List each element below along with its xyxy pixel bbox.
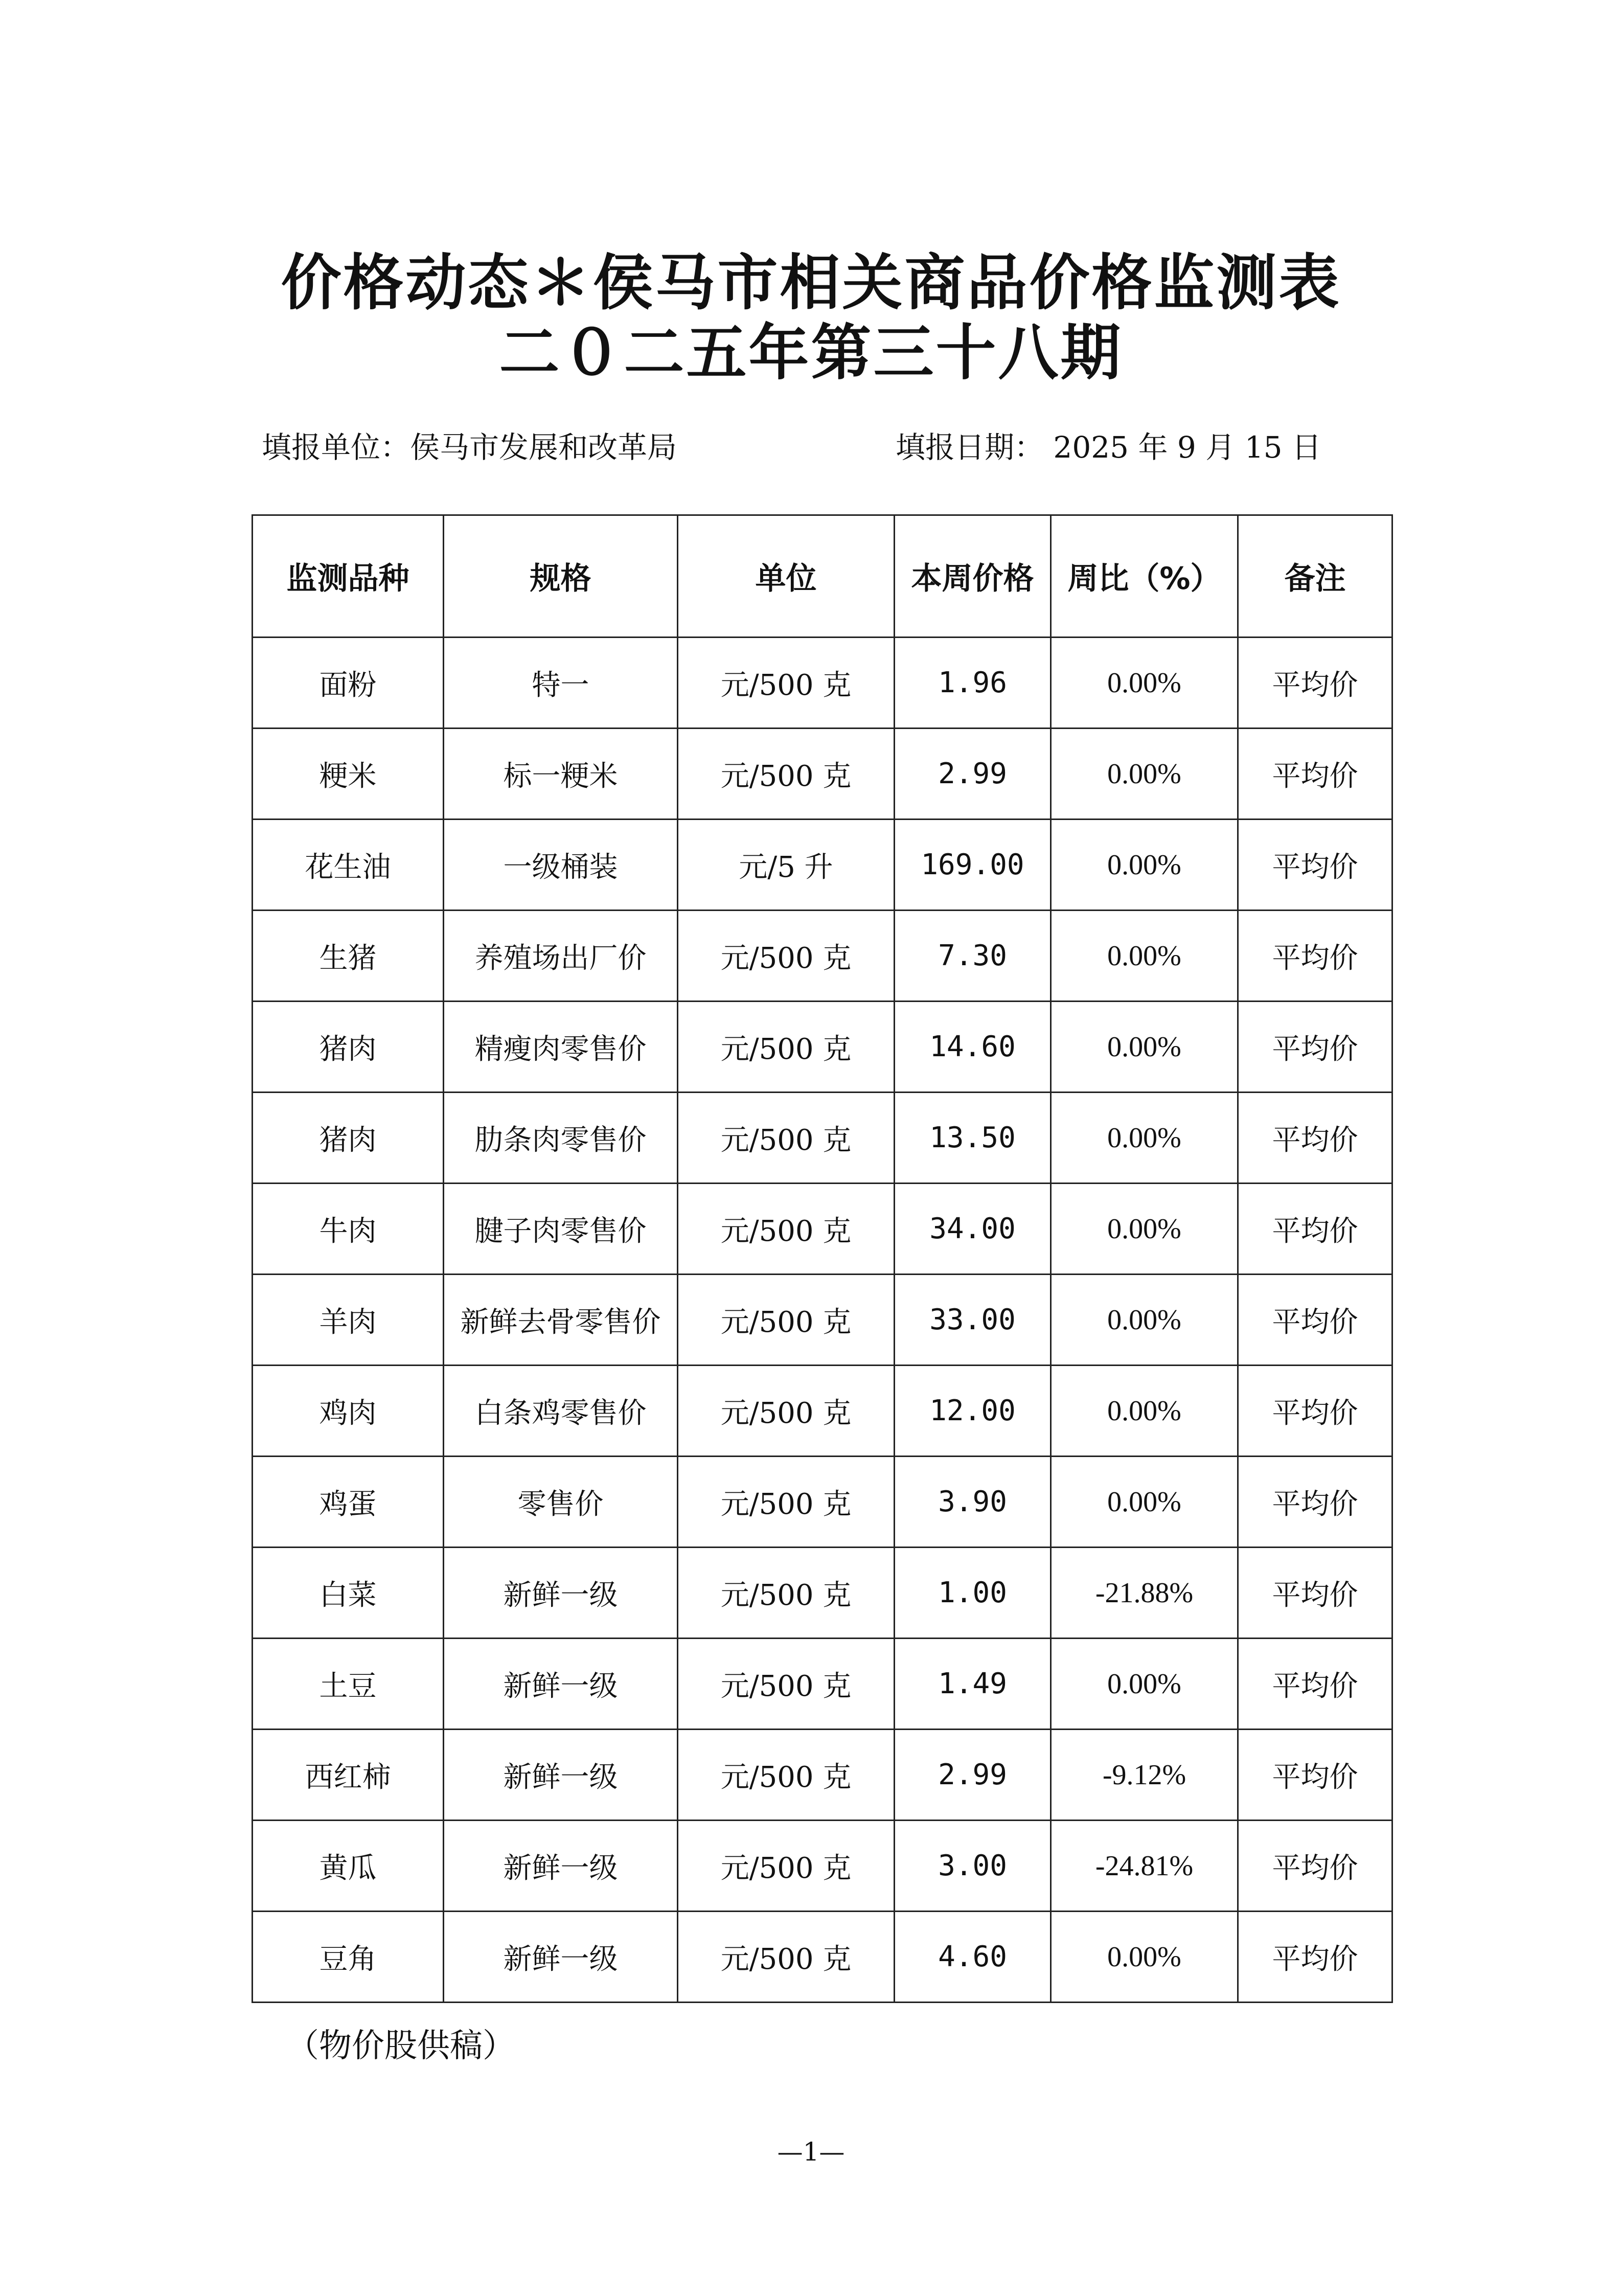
cell-note: 平均价 bbox=[1238, 1821, 1392, 1912]
cell-item: 猪肉 bbox=[253, 1002, 444, 1093]
cell-unit: 元/500 克 bbox=[678, 1184, 895, 1275]
cell-price: 2.99 bbox=[895, 729, 1051, 820]
cell-item: 牛肉 bbox=[253, 1184, 444, 1275]
cell-price: 1.49 bbox=[895, 1639, 1051, 1730]
cell-change: -21.88% bbox=[1051, 1548, 1238, 1639]
cell-item: 土豆 bbox=[253, 1639, 444, 1730]
cell-unit: 元/500 克 bbox=[678, 638, 895, 729]
cell-note: 平均价 bbox=[1238, 1639, 1392, 1730]
cell-change: 0.00% bbox=[1051, 1002, 1238, 1093]
header-note: 备注 bbox=[1238, 515, 1392, 638]
table-row bbox=[253, 1730, 1392, 1821]
cell-price: 14.60 bbox=[895, 1002, 1051, 1093]
price-table bbox=[252, 514, 1393, 2003]
table-row bbox=[253, 1639, 1392, 1730]
cell-item: 猪肉 bbox=[253, 1093, 444, 1184]
header-item: 监测品种 bbox=[253, 515, 444, 638]
cell-spec: 新鲜去骨零售价 bbox=[444, 1275, 678, 1366]
cell-price: 2.99 bbox=[895, 1730, 1051, 1821]
cell-change: -9.12% bbox=[1051, 1730, 1238, 1821]
cell-note: 平均价 bbox=[1238, 1184, 1392, 1275]
cell-price: 169.00 bbox=[895, 820, 1051, 911]
cell-note: 平均价 bbox=[1238, 1093, 1392, 1184]
cell-change: 0.00% bbox=[1051, 911, 1238, 1002]
cell-note: 平均价 bbox=[1238, 1912, 1392, 2003]
cell-price: 4.60 bbox=[895, 1912, 1051, 2003]
cell-spec: 新鲜一级 bbox=[444, 1821, 678, 1912]
cell-unit: 元/500 克 bbox=[678, 1821, 895, 1912]
table-row bbox=[253, 911, 1392, 1002]
table-row bbox=[253, 1275, 1392, 1366]
cell-unit: 元/500 克 bbox=[678, 729, 895, 820]
table-row bbox=[253, 1821, 1392, 1912]
cell-unit: 元/500 克 bbox=[678, 1639, 895, 1730]
table-row bbox=[253, 1457, 1392, 1548]
cell-note: 平均价 bbox=[1238, 1548, 1392, 1639]
cell-change: 0.00% bbox=[1051, 1912, 1238, 2003]
table-row bbox=[253, 1548, 1392, 1639]
cell-price: 34.00 bbox=[895, 1184, 1051, 1275]
table-header-row bbox=[253, 515, 1392, 638]
cell-note: 平均价 bbox=[1238, 638, 1392, 729]
cell-spec: 新鲜一级 bbox=[444, 1639, 678, 1730]
cell-item: 生猪 bbox=[253, 911, 444, 1002]
cell-item: 鸡肉 bbox=[253, 1366, 444, 1457]
report-unit: 填报单位：侯马市发展和改革局 bbox=[262, 430, 677, 465]
cell-item: 白菜 bbox=[253, 1548, 444, 1639]
footer-note: （物价股供稿） bbox=[286, 2027, 515, 2065]
cell-note: 平均价 bbox=[1238, 1002, 1392, 1093]
cell-change: 0.00% bbox=[1051, 820, 1238, 911]
cell-item: 羊肉 bbox=[253, 1275, 444, 1366]
cell-note: 平均价 bbox=[1238, 1457, 1392, 1548]
header-unit: 单位 bbox=[678, 515, 895, 638]
table-row bbox=[253, 820, 1392, 911]
cell-unit: 元/500 克 bbox=[678, 1912, 895, 2003]
cell-spec: 标一粳米 bbox=[444, 729, 678, 820]
cell-unit: 元/500 克 bbox=[678, 1366, 895, 1457]
cell-item: 西红柿 bbox=[253, 1730, 444, 1821]
cell-note: 平均价 bbox=[1238, 729, 1392, 820]
cell-spec: 新鲜一级 bbox=[444, 1912, 678, 2003]
cell-change: 0.00% bbox=[1051, 1093, 1238, 1184]
cell-unit: 元/500 克 bbox=[678, 1093, 895, 1184]
cell-price: 13.50 bbox=[895, 1093, 1051, 1184]
cell-unit: 元/500 克 bbox=[678, 1548, 895, 1639]
cell-price: 3.00 bbox=[895, 1821, 1051, 1912]
cell-spec: 养殖场出厂价 bbox=[444, 911, 678, 1002]
cell-spec: 新鲜一级 bbox=[444, 1730, 678, 1821]
cell-spec: 白条鸡零售价 bbox=[444, 1366, 678, 1457]
cell-item: 花生油 bbox=[253, 820, 444, 911]
cell-spec: 一级桶装 bbox=[444, 820, 678, 911]
table-row bbox=[253, 1366, 1392, 1457]
header-change: 周比（%） bbox=[1051, 515, 1238, 638]
page-number: —1— bbox=[777, 2137, 845, 2167]
cell-change: 0.00% bbox=[1051, 729, 1238, 820]
cell-item: 面粉 bbox=[253, 638, 444, 729]
cell-note: 平均价 bbox=[1238, 1730, 1392, 1821]
cell-note: 平均价 bbox=[1238, 1275, 1392, 1366]
cell-item: 豆角 bbox=[253, 1912, 444, 2003]
cell-unit: 元/500 克 bbox=[678, 1730, 895, 1821]
cell-spec: 肋条肉零售价 bbox=[444, 1093, 678, 1184]
cell-spec: 精瘦肉零售价 bbox=[444, 1002, 678, 1093]
cell-unit: 元/5 升 bbox=[678, 820, 895, 911]
table-body bbox=[253, 638, 1392, 2003]
document-title: 价格动态＊侯马市相关商品价格监测表 bbox=[281, 247, 1341, 318]
table-row bbox=[253, 1184, 1392, 1275]
cell-change: 0.00% bbox=[1051, 1366, 1238, 1457]
cell-change: 0.00% bbox=[1051, 1639, 1238, 1730]
cell-spec: 新鲜一级 bbox=[444, 1548, 678, 1639]
cell-change: 0.00% bbox=[1051, 1275, 1238, 1366]
cell-price: 1.00 bbox=[895, 1548, 1051, 1639]
issue-subtitle: 二０二五年第三十八期 bbox=[499, 317, 1123, 388]
cell-unit: 元/500 克 bbox=[678, 911, 895, 1002]
cell-change: 0.00% bbox=[1051, 1457, 1238, 1548]
cell-note: 平均价 bbox=[1238, 820, 1392, 911]
cell-spec: 特一 bbox=[444, 638, 678, 729]
cell-item: 粳米 bbox=[253, 729, 444, 820]
cell-change: -24.81% bbox=[1051, 1821, 1238, 1912]
cell-unit: 元/500 克 bbox=[678, 1457, 895, 1548]
cell-spec: 腱子肉零售价 bbox=[444, 1184, 678, 1275]
cell-unit: 元/500 克 bbox=[678, 1275, 895, 1366]
cell-change: 0.00% bbox=[1051, 1184, 1238, 1275]
header-spec: 规格 bbox=[444, 515, 678, 638]
table-row bbox=[253, 729, 1392, 820]
cell-note: 平均价 bbox=[1238, 1366, 1392, 1457]
cell-unit: 元/500 克 bbox=[678, 1002, 895, 1093]
cell-price: 3.90 bbox=[895, 1457, 1051, 1548]
table-row bbox=[253, 1912, 1392, 2003]
cell-price: 12.00 bbox=[895, 1366, 1051, 1457]
cell-price: 33.00 bbox=[895, 1275, 1051, 1366]
table-row bbox=[253, 1002, 1392, 1093]
cell-item: 黄瓜 bbox=[253, 1821, 444, 1912]
cell-price: 7.30 bbox=[895, 911, 1051, 1002]
header-price: 本周价格 bbox=[895, 515, 1051, 638]
table-row bbox=[253, 638, 1392, 729]
table-row bbox=[253, 1093, 1392, 1184]
report-date: 填报日期： 2025 年 9 月 15 日 bbox=[896, 430, 1321, 465]
cell-price: 1.96 bbox=[895, 638, 1051, 729]
cell-change: 0.00% bbox=[1051, 638, 1238, 729]
cell-note: 平均价 bbox=[1238, 911, 1392, 1002]
cell-item: 鸡蛋 bbox=[253, 1457, 444, 1548]
cell-spec: 零售价 bbox=[444, 1457, 678, 1548]
